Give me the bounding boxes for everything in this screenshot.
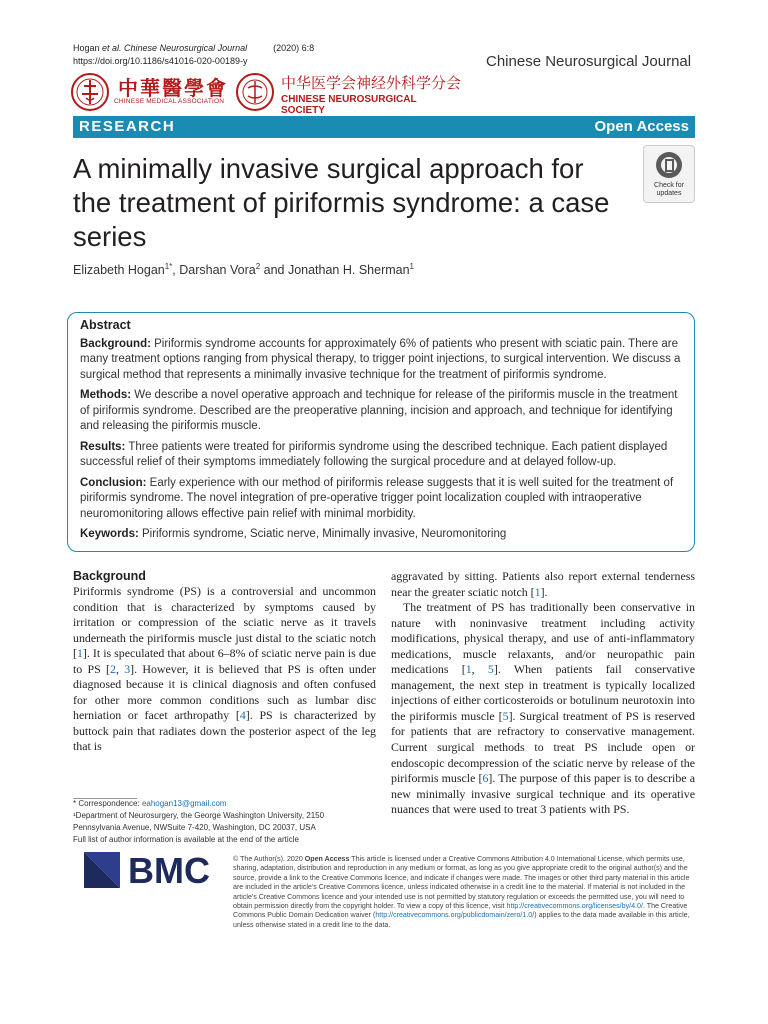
body-column-right	[391, 569, 695, 818]
body-paragraph	[73, 584, 376, 755]
license-text: This article is licensed under a Creative Commons Attribution 4.0 International License, which permits use, sharing, adaptation, distribution and reproduction in any medium or format, as long as you give appropriate credit to the original author(s) and the source, provide a link to the Creative Commons licence, and indicate if changes were made. The images or other third party material in this article are included in the article's Creative Commons licence, unless indicated otherwise in a credit line to the material. If material is not included in the article's Creative Commons licence and your intended use is not permitted by statutory regulation or exceeds the permitted use, you will need to obtain permission directly from the copyright holder. To view a copy of this licence, visit	[233, 855, 690, 911]
cns-chinese-name: 中华医学会神经外科学分会	[281, 74, 462, 92]
body-text: ,	[471, 662, 488, 677]
cns-logo	[235, 72, 462, 116]
abstract-label: Results:	[80, 440, 126, 453]
cns-emblem-icon	[235, 72, 275, 112]
body-text: ]. Surgical treatment of PS is reserved for patients that are refractory to conservative management. Current surgical methods to treat PS include open or endoscopic decompression of the sciatic nerve by release of the piriformis muscle [	[391, 708, 695, 786]
abstract-text: Piriformis syndrome accounts for approximately 6% of patients who present with sciatic pain. There are many treatment options ranging from physical therapy, to trigger point injections, to surgical intervention. We discuss a surgical method that represents a minimally invasive technique for the treatment of piriformis syndrome.	[80, 337, 681, 381]
author-affiliation-mark: 1*	[164, 262, 173, 271]
bmc-logo-text: BMC	[128, 850, 210, 890]
author-affiliation-mark: 1	[409, 262, 414, 271]
reference-link[interactable]: 3	[124, 661, 131, 676]
open-access-label: Open Access	[594, 118, 689, 135]
full-author-info-note: Full list of author information is available at the end of the article	[73, 835, 299, 844]
reference-link[interactable]: 6	[482, 771, 489, 786]
abstract-text: We describe a novel operative approach and technique for release of the piriformis muscle in the treatment of piriformis syndrome. Described are the preoperative planning, incision and approach, and technique for identifying and releasing the piriformis muscle.	[80, 389, 678, 432]
body-text: ]. When patients fail conservative management, the next step in treatment is typically localized injections of either corticosteroids or botulinum neurotoxin into the piriformis muscle [	[391, 662, 695, 723]
abstract-methods	[80, 388, 686, 435]
citation-journal: et al. Chinese Neurosurgical Journal	[99, 43, 248, 53]
reference-link[interactable]: 4	[239, 708, 246, 723]
body-text: ]. PS is characterized by buttock pain that radiates down the posterior aspect of the leg that is	[73, 708, 376, 754]
abstract-label: Methods:	[80, 389, 132, 401]
bmc-logo-icon	[82, 850, 222, 890]
abstract-keywords	[80, 527, 686, 543]
author-name: , Darshan Vora	[172, 263, 256, 278]
author-name: Elizabeth Hogan	[73, 263, 165, 278]
abstract-label: Keywords:	[80, 528, 139, 540]
reference-link[interactable]: 2	[110, 661, 116, 676]
license-text: © The Author(s). 2020	[233, 855, 305, 863]
reference-link[interactable]: 5	[487, 662, 494, 677]
footnotes	[73, 798, 373, 846]
body-text: The treatment of PS has traditionally been conservative in nature with noninvasive treatment including activity modifications, physical therapy, and use of anti-inflammatory medications, muscle relaxants, and/or neuropathic pain medications [	[391, 600, 695, 677]
license-link[interactable]: http://creativecommons.org/publicdomain/zero/1.0/	[375, 911, 535, 920]
section-heading-background: Background	[73, 569, 146, 583]
body-column-left	[73, 569, 376, 755]
section-label: RESEARCH	[79, 118, 176, 135]
author-affiliation-mark: 2	[255, 262, 261, 271]
reference-link[interactable]: 1	[465, 662, 472, 677]
abstract-background	[80, 337, 686, 384]
refresh-icon	[654, 150, 684, 180]
abstract-text: Three patients were treated for piriformis syndrome using the described technique. Each patient displayed successful relief of their symptoms immediately following the surgical procedure and at delayed follow-up.	[80, 440, 668, 468]
body-text: ]. It is speculated that about 6–8% of sciatic nerve pain is due to PS [	[73, 646, 376, 676]
reference-link[interactable]: 1	[76, 646, 83, 661]
license-statement	[233, 855, 693, 930]
body-text: ].	[540, 584, 548, 599]
journal-name: Chinese Neurosurgical Journal	[486, 53, 692, 70]
abstract-heading: Abstract	[80, 318, 131, 332]
license-open-access: Open Access	[304, 855, 350, 863]
abstract-results	[80, 440, 686, 471]
reference-link[interactable]: 1	[534, 584, 541, 599]
abstract-label: Conclusion:	[80, 476, 147, 489]
body-text: ,	[115, 661, 125, 676]
abstract-text: Early experience with our method of piriformis release suggests that it is well suited for the treatment of piriformis syndrome. The novel integration of pre-operative trigger point localization coupled with intraoperative neuromonitoring allows effective pain relief with minimal morbidity.	[80, 476, 674, 520]
abstract-conclusion	[80, 476, 686, 523]
body-paragraph	[391, 569, 695, 600]
article-title: A minimally invasive surgical approach for the treatment of piriformis syndrome: a case series	[73, 153, 610, 252]
abstract-box	[67, 312, 695, 552]
cns-english-name: CHINESE NEUROSURGICAL SOCIETY	[281, 94, 417, 116]
correspondence-email[interactable]: eahogan13@gmail.com	[141, 799, 227, 808]
body-paragraph	[391, 600, 695, 818]
citation-header	[73, 42, 314, 68]
citation-author: Hogan	[73, 43, 100, 53]
body-text: ]. However, it is believed that PS is often under diagnosed because it is clinical diagnosis and often confused for other more common conditions such as lumbar disc herniation or facet arthropathy [	[73, 661, 376, 723]
article-type-banner	[73, 116, 695, 138]
check-for-updates-badge[interactable]	[643, 145, 695, 203]
abstract-label: Background:	[80, 337, 151, 350]
reference-link[interactable]: 5	[502, 708, 509, 723]
check-updates-line2: updates	[656, 190, 682, 197]
correspondence-label: * Correspondence:	[73, 799, 142, 808]
body-text: ]. The purpose of this paper is to describe a new minimally invasive surgical technique and its operative nuances that were used to treat 3 patients with PS.	[391, 771, 695, 817]
check-updates-line1: Check for	[654, 182, 684, 189]
author-name: and Jonathan H. Sherman	[260, 263, 410, 278]
body-text: Piriformis syndrome (PS) is a controversial and uncommon condition that is characterized by symptoms caused by irritation or compression of the sciatic nerve as it travels underneath the piriformis muscle just distal to the sciatic notch [	[73, 584, 376, 661]
abstract-text: Piriformis syndrome, Sciatic nerve, Minimally invasive, Neuromonitoring	[138, 528, 507, 540]
doi-link[interactable]: https://doi.org/10.1186/s41016-020-00189-y	[73, 56, 248, 66]
bmc-logo	[82, 850, 222, 890]
body-text: aggravated by sitting. Patients also report external tenderness near the greater sciatic notch [	[391, 569, 695, 599]
cma-chinese-name: 中華醫學會	[118, 76, 228, 100]
license-text: . The Creative Commons Public Domain Dedication waiver (	[233, 902, 688, 920]
license-text: ) applies to the data made available in this article, unless otherwise stated in a credit line to the data.	[233, 911, 690, 929]
license-link[interactable]: http://creativecommons.org/licenses/by/4.0/	[506, 902, 643, 911]
cma-logo	[70, 72, 232, 112]
cma-emblem-icon	[70, 72, 110, 112]
cma-english-name: CHINESE MEDICAL ASSOCIATION	[114, 98, 225, 105]
citation-year-volume: (2020) 6:8	[273, 43, 315, 53]
affiliation: ¹Department of Neurosurgery, the George Washington University, 2150 Pennsylvania Avenue, NWSuite 7-420, Washington, DC 20037, USA	[73, 811, 325, 832]
author-list	[73, 262, 414, 277]
